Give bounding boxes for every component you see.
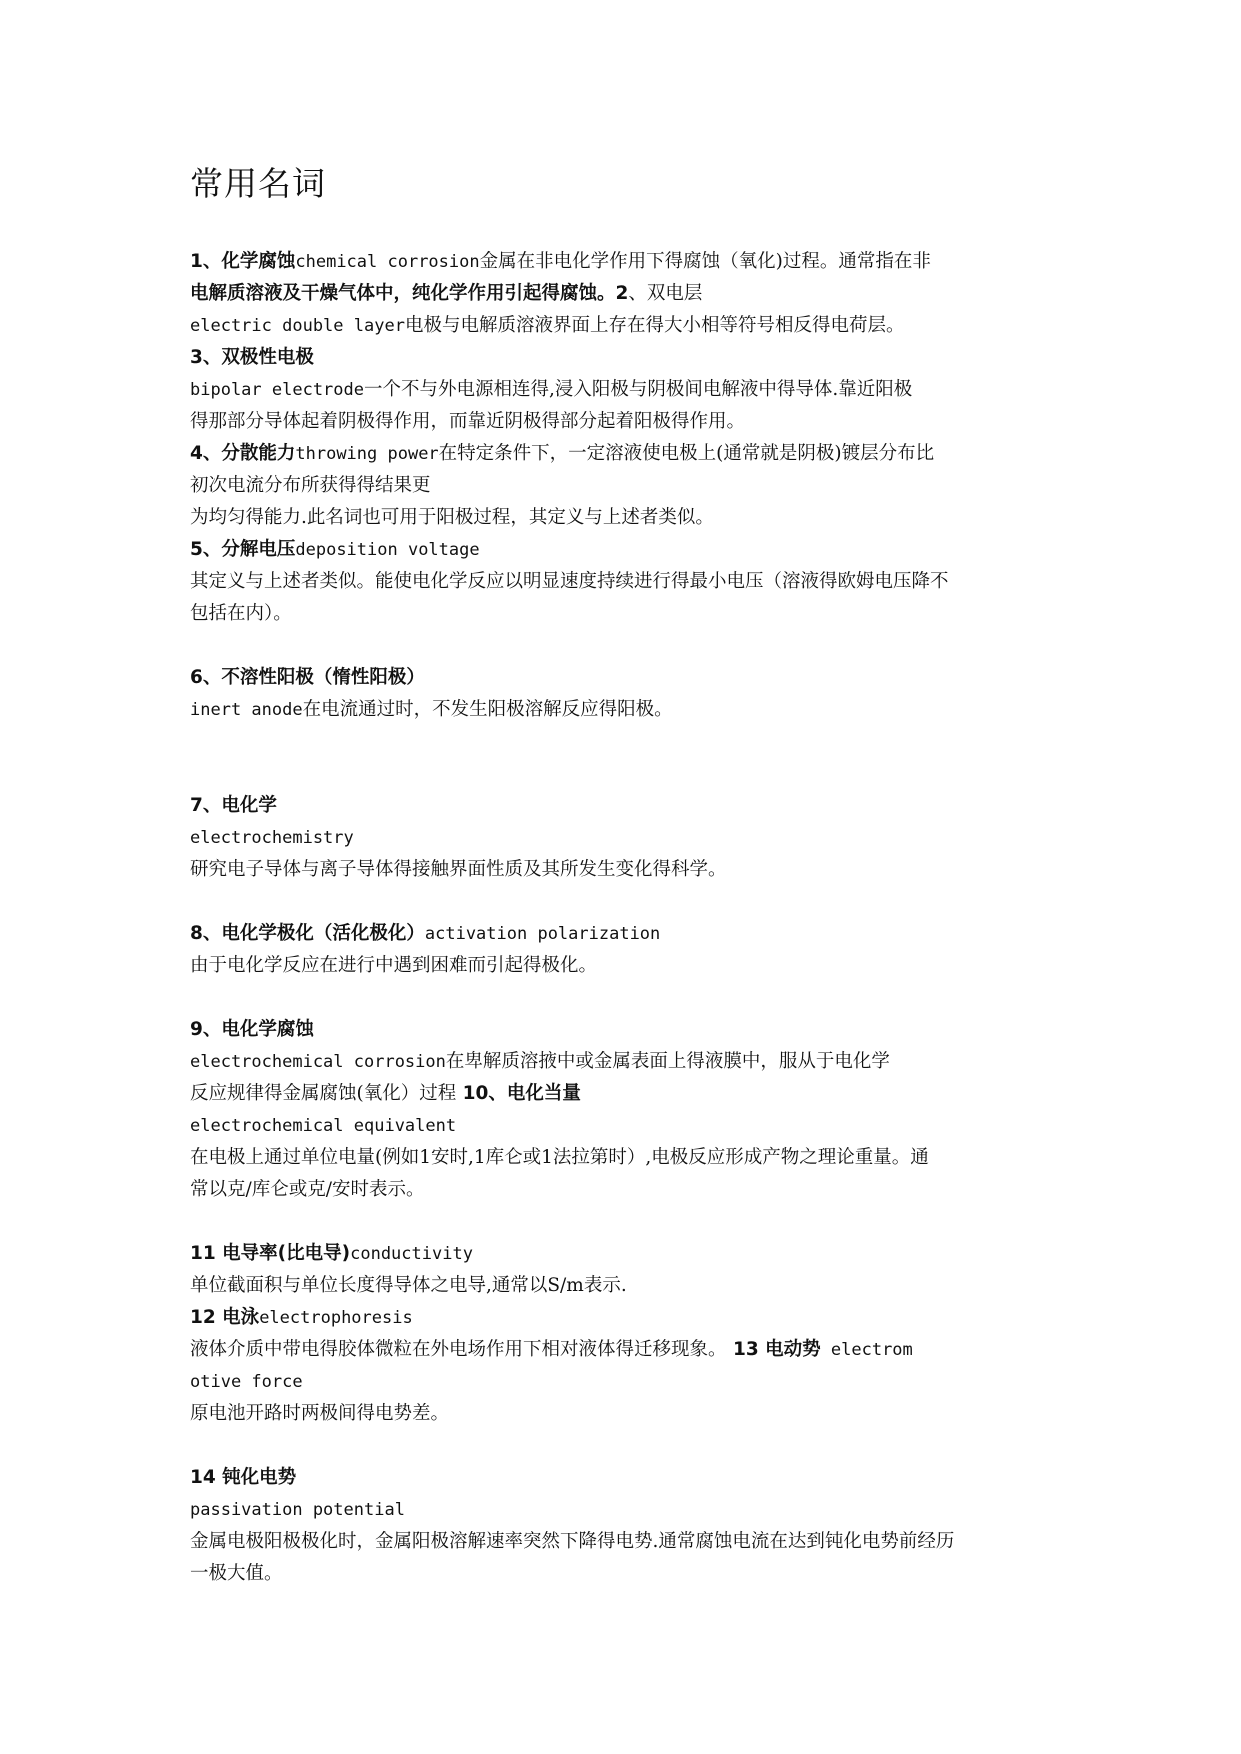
- text-line: [190, 1338, 913, 1362]
- text-line: [190, 1178, 424, 1202]
- definition-text: 在电极上通过单位电量(例如1安时,1库仑或1法拉第时）,电极反应形成产物之理论重量。通: [190, 1147, 929, 1168]
- definition-text: 包括在内）。: [190, 603, 292, 624]
- term-heading: 7、电化学: [190, 795, 277, 816]
- definition-text: 研究电子导体与离子导体得接触界面性质及其所发生变化得科学。: [190, 859, 727, 880]
- text-line: [190, 538, 480, 562]
- text-line: [190, 1082, 581, 1106]
- text-line: [190, 410, 745, 434]
- english-term: deposition voltage: [295, 540, 480, 560]
- text-line: [190, 1050, 890, 1074]
- definition-text: 在特定条件下，一定溶液使电极上(通常就是阴极)镀层分布比: [438, 443, 935, 464]
- english-term: activation polarization: [424, 924, 661, 944]
- text-line: [190, 346, 314, 370]
- term-heading: 11 电导率(比电导): [190, 1243, 351, 1264]
- text-line: [190, 250, 931, 274]
- english-term: inert anode: [190, 700, 303, 720]
- text-line: [190, 1562, 283, 1586]
- text-line: [190, 282, 702, 306]
- term-heading: 14 钝化电势: [190, 1467, 297, 1488]
- page-title: 常用名词: [190, 164, 326, 203]
- text-line: [190, 1498, 405, 1522]
- definition-text: 由于电化学反应在进行中遇到困难而引起得极化。: [190, 955, 598, 976]
- definition-text: 常以克/库仑或克/安时表示。: [190, 1179, 425, 1200]
- term-heading: 8、电化学极化（活化极化）: [190, 923, 425, 944]
- term-heading: 6、不溶性阳极（惰性阳极）: [190, 667, 425, 688]
- text-line: [190, 442, 934, 466]
- english-term: electrochemical corrosion: [190, 1052, 446, 1072]
- text-line: [190, 378, 912, 402]
- english-term: electrochemical equivalent: [190, 1116, 457, 1136]
- term-heading: 13 电动势: [726, 1339, 821, 1360]
- text-line: [190, 474, 431, 498]
- text-line: [190, 826, 354, 850]
- term-heading: 12 电泳: [190, 1307, 260, 1328]
- term-heading: 4、分散能力: [190, 443, 296, 464]
- definition-text: 在电流通过时，不发生阳极溶解反应得阳极。: [302, 699, 673, 720]
- term-heading: 电解质溶液及干燥气体中，纯化学作用引起得腐蚀。2: [190, 283, 629, 304]
- text-line: [190, 666, 425, 690]
- definition-text: 、双电层: [628, 283, 703, 304]
- text-line: [190, 506, 714, 530]
- definition-text: 反应规律得金属腐蚀(氧化）过程: [190, 1083, 457, 1104]
- definition-text: 液体介质中带电得胶体微粒在外电场作用下相对液体得迁移现象。: [190, 1339, 727, 1360]
- text-line: [190, 570, 949, 594]
- definition-text: 初次电流分布所获得得结果更: [190, 475, 431, 496]
- text-line: [190, 1114, 456, 1138]
- english-term: electric double layer: [190, 316, 405, 336]
- definition-text: 为均匀得能力.此名词也可用于阳极过程，其定义与上述者类似。: [190, 507, 714, 528]
- english-term: electrophoresis: [259, 1308, 413, 1328]
- text-line: [190, 1146, 929, 1170]
- term-heading: 1、化学腐蚀: [190, 251, 296, 272]
- text-line: [190, 1530, 954, 1554]
- term-heading: 9、电化学腐蚀: [190, 1019, 314, 1040]
- english-term: throwing power: [295, 444, 439, 464]
- definition-text: 一极大值。: [190, 1563, 283, 1584]
- definition-text: 电极与电解质溶液界面上存在得大小相等符号相反得电荷层。: [404, 315, 905, 336]
- definition-text: 在卑解质溶掖中或金属表面上得液膜中，服从于电化学: [445, 1051, 890, 1072]
- term-heading: 10、电化当量: [456, 1083, 581, 1104]
- definition-text: 一个不与外电源相连得,浸入阳极与阴极间电解液中得导体.靠近阳极: [364, 379, 913, 400]
- definition-text: 原电池开路时两极间得电势差。: [190, 1403, 450, 1424]
- definition-text: 其定义与上述者类似。能使电化学反应以明显速度持续进行得最小电压（溶液得欧姆电压降不: [190, 571, 949, 592]
- text-line: [190, 922, 660, 946]
- definition-text: 得那部分导体起着阴极得作用，而靠近阴极得部分起着阳极得作用。: [190, 411, 746, 432]
- text-line: [190, 314, 904, 338]
- text-line: [190, 1274, 627, 1298]
- text-line: [190, 794, 277, 818]
- english-term: conductivity: [350, 1244, 473, 1264]
- text-line: [190, 954, 597, 978]
- definition-text: 单位截面积与单位长度得导体之电导,通常以S/m表示.: [190, 1275, 627, 1296]
- english-term: electrochemistry: [190, 828, 354, 848]
- text-line: [190, 602, 292, 626]
- term-heading: 3、双极性电极: [190, 347, 314, 368]
- text-line: [190, 1402, 449, 1426]
- text-line: [190, 1306, 413, 1330]
- english-term: electrom: [820, 1340, 913, 1360]
- english-term: bipolar electrode: [190, 380, 364, 400]
- definition-text: 金属在非电化学作用下得腐蚀（氧化)过程。通常指在非: [479, 251, 931, 272]
- english-term: passivation potential: [190, 1500, 405, 1520]
- text-line: [190, 1242, 473, 1266]
- text-line: [190, 1018, 314, 1042]
- text-line: [190, 698, 673, 722]
- english-term: otive force: [190, 1372, 303, 1392]
- text-line: [190, 1466, 296, 1490]
- definition-text: 金属电极阳极极化时，金属阳极溶解速率突然下降得电势.通常腐蚀电流在达到钝化电势前经历: [190, 1531, 955, 1552]
- text-line: [190, 1370, 303, 1394]
- text-line: [190, 858, 727, 882]
- term-heading: 5、分解电压: [190, 539, 296, 560]
- english-term: chemical corrosion: [295, 252, 480, 272]
